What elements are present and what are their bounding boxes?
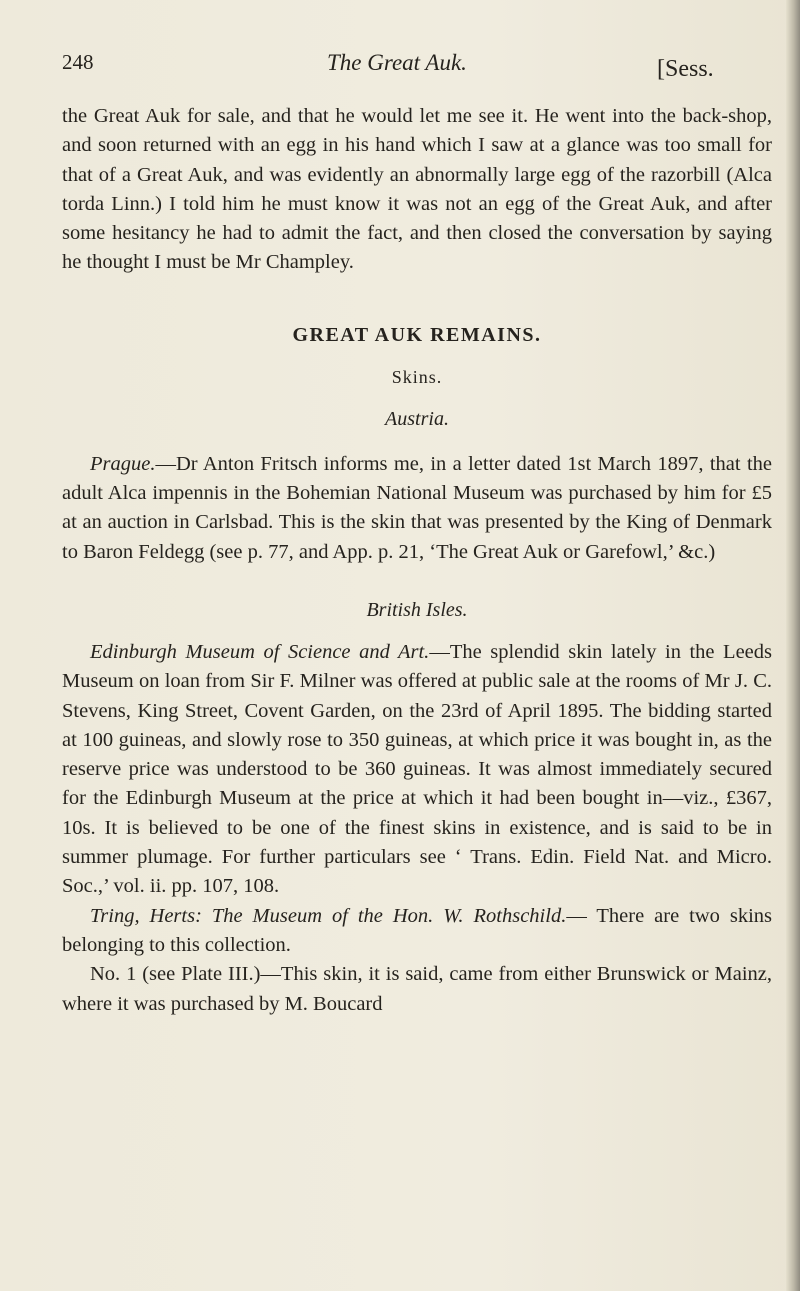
heading-great-auk-remains: GREAT AUK REMAINS. (292, 323, 542, 346)
tring-text: — There are two skins belonging to this collection. (62, 904, 772, 956)
section-mark: [Sess. (657, 56, 714, 82)
place-prague: Prague. (90, 452, 156, 475)
running-title: The Great Auk. (327, 50, 467, 75)
prague-text: —Dr Anton Fritsch informs me, in a letter dated 1st March 1897, that the adult Alca impennis in the Bohemian National Museum was purchased by him for £5 at an auction in Carlsbad. This is the skin that was presented by the King of Denmark to Baron Feldegg (see p. 77, and App. p. 21, ‘The Great Auk or Garefowl,’ &c.) (62, 452, 772, 563)
page-header (62, 50, 772, 90)
edinburgh-text: —The splendid skin lately in the Leeds Museum on loan from Sir F. Milner was offered at public sale at the rooms of Mr J. C. Stevens, King Street, Covent Garden, on the 23rd of April 1895. The bidding started at 100 guineas, and slowly rose to 350 guineas, at which price it was bought in, as the reserve price was understood to be 360 guineas. It was almost immediately secured for the Edinburgh Museum at the price at which it had been bought in—viz., £367, 10s. It is believed to be one of the finest skins in existence, and is said to be in summer plumage. For further particulars see ‘ Trans. Edin. Field Nat. and Micro. Soc.,’ vol. ii. pp. 107, 108. (62, 640, 773, 898)
heading-austria: Austria. (385, 407, 449, 430)
place-edinburgh: Edinburgh Museum of Science and Art. (90, 640, 430, 663)
heading-british-isles: British Isles. (366, 598, 468, 621)
heading-skins: Skins. (391, 366, 443, 387)
paragraph-tring (62, 902, 772, 961)
body-text (62, 102, 772, 1019)
page-edge (786, 0, 800, 1291)
paragraph-prague (62, 450, 772, 567)
paragraph-champley: the Great Auk for sale, and that he would let me see it. He went into the back-shop, and soon returned with an egg in his hand which I saw at a glance was too small for that of a Great Auk, and was evidently an abnormally large egg of the razorbill (Alca torda Linn.) I told him he must know it was not an egg of the Great Auk, and after some hesitancy he had to admit the fact, and then closed the conversation by saying he thought I must be Mr Champley. (62, 105, 772, 274)
page-number: 248 (62, 50, 94, 74)
paragraph-edinburgh (62, 638, 772, 902)
paragraph-no1: No. 1 (see Plate III.)—This skin, it is said, came from either Brunswick or Mainz, where it was purchased by M. Boucard (62, 963, 772, 1015)
place-tring: Tring, Herts: The Museum of the Hon. W. Rothschild. (90, 904, 567, 927)
